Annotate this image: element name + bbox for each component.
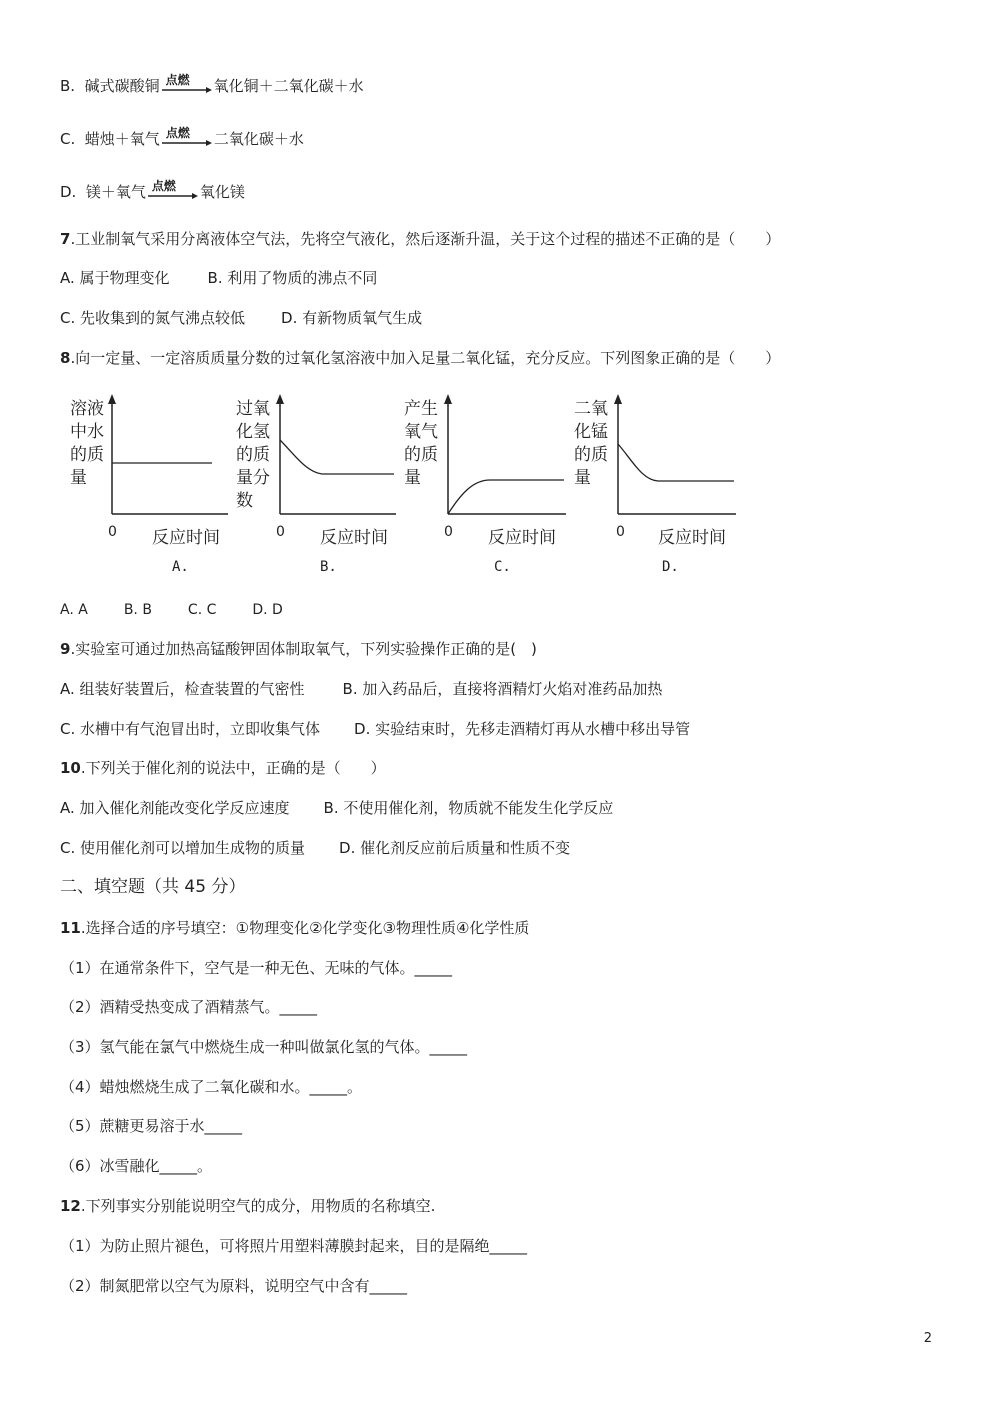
q7-stem: 7.工业制氧气采用分离液体空气法，先将空气液化，然后逐渐升温，关于这个过程的描述不正确的是（ ） xyxy=(60,230,781,248)
graph-a-label: A. xyxy=(172,559,189,575)
q6-option-d: D. 镁＋氧气 点燃 氧化镁 xyxy=(60,179,245,201)
graph-curve xyxy=(448,480,564,514)
graph-a xyxy=(70,392,240,552)
x-axis-label: 反应时间 xyxy=(152,528,220,548)
q10-options-row1: A. 加入催化剂能改变化学反应速度 B. 不使用催化剂，物质就不能发生化学反应 xyxy=(60,799,614,817)
reaction-arrow: 点燃 xyxy=(162,129,212,149)
origin-label: 0 xyxy=(616,524,625,540)
q7-options-row2: C. 先收集到的氮气沸点较低 D. 有新物质氧气生成 xyxy=(60,309,423,327)
y-axis-label: 产生 氧气 的质 量 xyxy=(404,399,438,488)
origin-label: 0 xyxy=(444,524,453,540)
q11-item: （4）蜡烛燃烧生成了二氧化碳和水。_____。 xyxy=(60,1078,363,1096)
arrow-icon xyxy=(148,192,198,200)
x-axis-label: 反应时间 xyxy=(658,528,726,548)
graph-b-label: B. xyxy=(320,559,337,575)
graph-curve xyxy=(280,440,394,474)
q10-stem: 10.下列关于催化剂的说法中，正确的是（ ） xyxy=(60,759,386,777)
q7-options-row1: A. 属于物理变化 B. 利用了物质的沸点不同 xyxy=(60,269,378,287)
q6-option-c: C. 蜡烛＋氧气 点燃 二氧化碳＋水 xyxy=(60,126,304,148)
q12-item: （1）为防止照片褪色，可将照片用塑料薄膜封起来，目的是隔绝_____ xyxy=(60,1237,528,1255)
y-axis-label: 过氧 化氢 的质 量分 数 xyxy=(236,399,270,511)
reaction-arrow: 点燃 xyxy=(148,182,198,202)
x-axis-label: 反应时间 xyxy=(320,528,388,548)
graph-curve xyxy=(618,444,734,481)
arrow-icon xyxy=(162,86,212,94)
x-axis-label: 反应时间 xyxy=(488,528,556,548)
graph-c-label: C. xyxy=(494,559,511,575)
y-axis-label: 溶液 中水 的质 量 xyxy=(70,399,104,488)
q11-item: （5）蔗糖更易溶于水_____ xyxy=(60,1117,243,1135)
q12-stem: 12.下列事实分别能说明空气的成分，用物质的名称填空. xyxy=(60,1197,436,1215)
graph-b xyxy=(236,392,406,552)
q11-item: （1）在通常条件下，空气是一种无色、无味的气体。_____ xyxy=(60,959,453,977)
graph-d-label: D. xyxy=(662,559,679,575)
section-heading: 二、填空题（共 45 分） xyxy=(60,877,246,897)
q8-stem: 8.向一定量、一定溶质质量分数的过氧化氢溶液中加入足量二氧化锰，充分反应。下列图象正确的是（ ） xyxy=(60,349,781,367)
reaction-arrow: 点燃 xyxy=(162,76,212,96)
graph-c xyxy=(404,392,574,552)
q6-option-b: B. 碱式碳酸铜 点燃 氧化铜＋二氧化碳＋水 xyxy=(60,73,364,95)
y-axis-label: 二氧 化锰 的质 量 xyxy=(574,399,608,488)
page-number: 2 xyxy=(923,1331,932,1346)
q11-item: （6）冰雪融化_____。 xyxy=(60,1157,213,1175)
q11-item: （3）氢气能在氯气中燃烧生成一种叫做氯化氢的气体。_____ xyxy=(60,1038,468,1056)
q9-stem: 9.实验室可通过加热高锰酸钾固体制取氧气，下列实验操作正确的是( ) xyxy=(60,640,537,658)
q8-options: A. A B. B C. C D. D xyxy=(60,602,283,618)
q9-options-row1: A. 组装好装置后，检查装置的气密性 B. 加入药品后，直接将酒精灯火焰对准药品加热 xyxy=(60,680,663,698)
origin-label: 0 xyxy=(276,524,285,540)
arrow-icon xyxy=(162,139,212,147)
graph-d xyxy=(574,392,744,552)
q11-item: （2）酒精受热变成了酒精蒸气。_____ xyxy=(60,998,318,1016)
q10-options-row2: C. 使用催化剂可以增加生成物的质量 D. 催化剂反应前后质量和性质不变 xyxy=(60,839,571,857)
q12-item: （2）制氮肥常以空气为原料，说明空气中含有_____ xyxy=(60,1277,408,1295)
q9-options-row2: C. 水槽中有气泡冒出时，立即收集气体 D. 实验结束时，先移走酒精灯再从水槽中移出导管 xyxy=(60,720,691,738)
q11-stem: 11.选择合适的序号填空：①物理变化②化学变化③物理性质④化学性质 xyxy=(60,919,530,937)
origin-label: 0 xyxy=(108,524,117,540)
